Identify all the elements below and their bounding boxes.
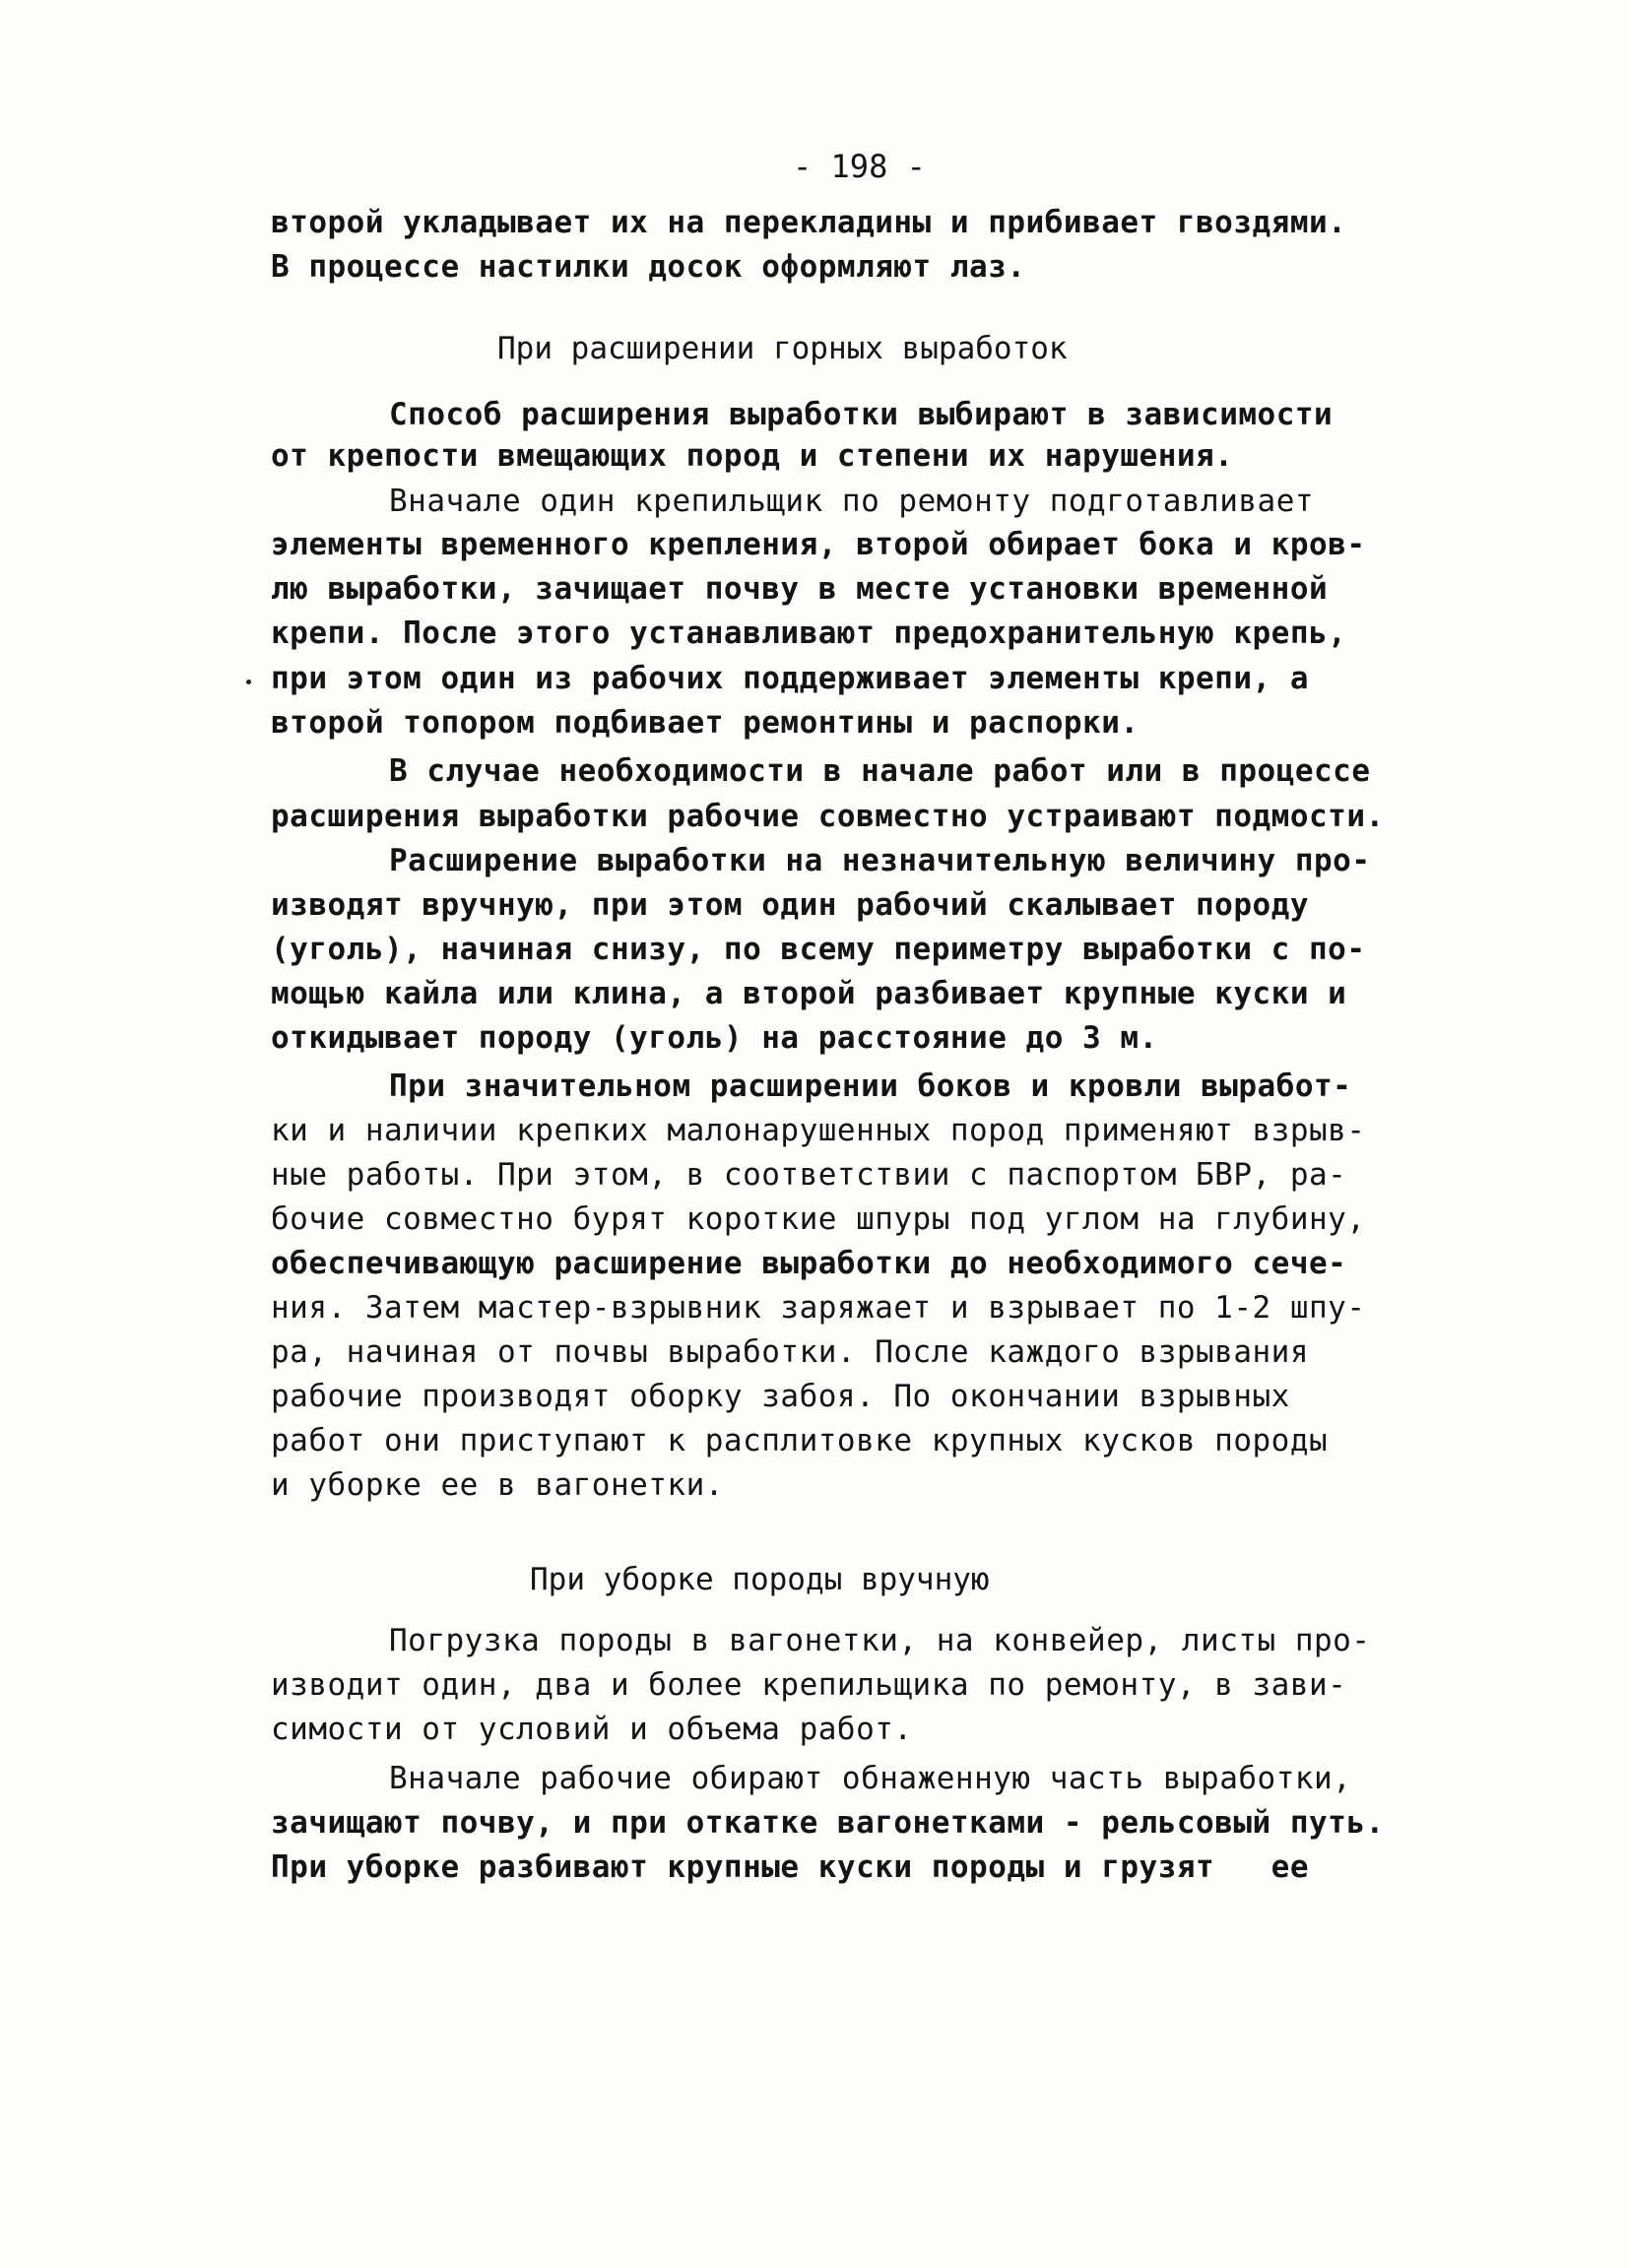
paragraph-line: В случае необходимости в начале работ или в процессе (389, 753, 1371, 789)
paragraph-line: мощью кайла или клина, а второй разбивает крупные куски и (271, 976, 1347, 1011)
paragraph-line: работ они приступают к расплитовке крупных кусков породы (271, 1423, 1329, 1458)
section-heading: При уборке породы вручную (530, 1562, 990, 1597)
paragraph-line: Расширение выработки на незначительную величину про- (389, 843, 1371, 878)
paragraph-line: При уборке разбивают крупные куски породы и грузят ее (271, 1849, 1309, 1885)
paragraph-line: крепи. После этого устанавливают предохранительную крепь, (271, 616, 1347, 651)
paragraph-line: ные работы. При этом, в соответствии с паспортом БВР, ра- (271, 1157, 1347, 1193)
paragraph-line: второй топором подбивает ремонтины и распорки. (271, 705, 1140, 741)
paragraph-line: от крепости вмещающих пород и степени их нарушения. (271, 438, 1234, 474)
paragraph-line: (уголь), начиная снизу, по всему периметру выработки с по- (271, 932, 1366, 967)
paragraph-line: рабочие производят оборку забоя. По окончании взрывных (271, 1379, 1290, 1414)
paragraph-line: Вначале один крепильщик по ремонту подготавливает (389, 484, 1315, 519)
text-line: В процессе настилки досок оформляют лаз. (271, 249, 1026, 285)
margin-mark (246, 680, 251, 684)
paragraph-line: и уборке ее в вагонетки. (271, 1467, 724, 1503)
paragraph-line: обеспечивающую расширение выработки до необходимого сече- (271, 1246, 1347, 1281)
paragraph-line: лю выработки, зачищает почву в месте установки временной (271, 571, 1329, 607)
paragraph-line: Вначале рабочие обирают обнаженную часть выработки, (389, 1761, 1352, 1796)
paragraph-line: симости от условий и объема работ. (271, 1712, 913, 1747)
paragraph-line: изводят вручную, при этом один рабочий скалывает породу (271, 887, 1309, 923)
page-number: - 198 - (793, 148, 926, 185)
paragraph-line: изводит один, два и более крепильщика по ремонту, в зави- (271, 1667, 1347, 1703)
paragraph-line: бочие совместно бурят короткие шпуры под углом на глубину, (271, 1201, 1366, 1237)
paragraph-line: ния. Затем мастер-взрывник заряжает и взрывает по 1-2 шпу- (271, 1290, 1366, 1326)
paragraph-line: При значительном расширении боков и кровли выработ- (389, 1069, 1352, 1104)
paragraph-line: элементы временного крепления, второй обирает бока и кров- (271, 527, 1366, 562)
paragraph-line: Погрузка породы в вагонетки, на конвейер, листы про- (389, 1623, 1371, 1658)
paragraph-line: при этом один из рабочих поддерживает элементы крепи, а (271, 661, 1309, 696)
paragraph-line: ки и наличии крепких малонарушенных пород применяют взрыв- (271, 1113, 1366, 1148)
paragraph-line: расширения выработки рабочие совместно устраивают подмости. (271, 799, 1385, 834)
paragraph-line: ра, начиная от почвы выработки. После каждого взрывания (271, 1334, 1309, 1370)
text-line: второй укладывает их на перекладины и прибивает гвоздями. (271, 205, 1347, 240)
section-heading: При расширении горных выработок (497, 331, 1068, 366)
paragraph-line: Способ расширения выработки выбирают в зависимости (389, 397, 1334, 432)
paragraph-line: зачищают почву, и при откатке вагонетками - рельсовый путь. (271, 1805, 1385, 1841)
paragraph-line: откидывает породу (уголь) на расстояние до 3 м. (271, 1020, 1158, 1056)
